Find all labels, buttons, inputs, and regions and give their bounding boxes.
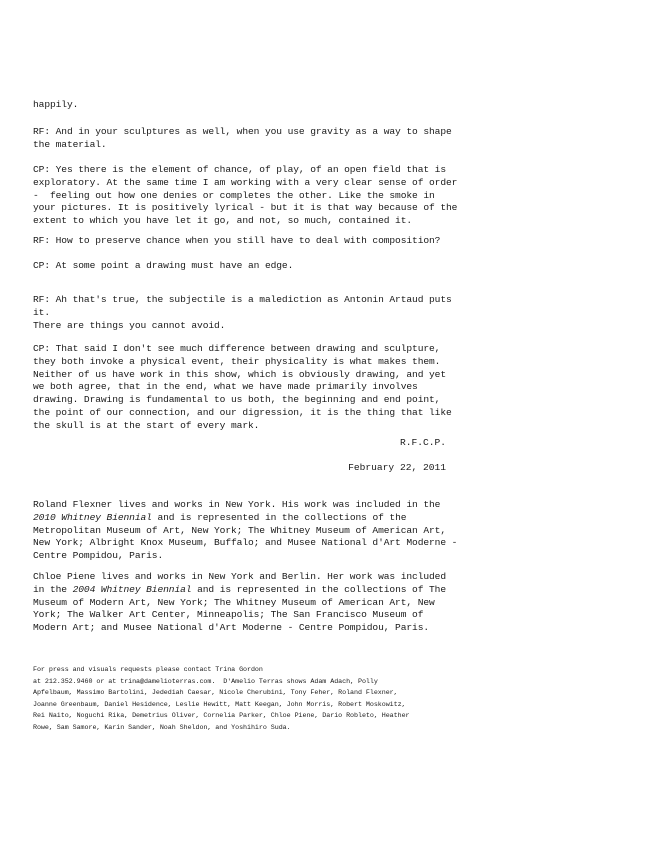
footer-line: For press and visuals requests please contact Trina Gordon xyxy=(33,666,263,674)
text-line: Neither of us have work in this show, which is obviously drawing, and yet xyxy=(33,368,446,380)
press-footer xyxy=(33,665,453,735)
signature-initials: R.F.C.P. xyxy=(399,437,446,448)
text-line: happily. xyxy=(33,99,79,110)
paragraph-cp-drawing xyxy=(33,343,463,433)
text-line: Chloe Piene lives and works in New York and Berlin. Her work was included xyxy=(33,571,446,582)
text-line: in the 2004 Whitney Biennial and is represented in the collections of The xyxy=(33,583,446,595)
text-line: exploratory. At the same time I am working with a very clear sense of order xyxy=(33,176,458,188)
bio-chloe-piene xyxy=(33,571,463,635)
text-line: New York; Albright Knox Museum, Buffalo; and Musee National d'Art Moderne - xyxy=(33,537,458,549)
footer-line: Joanne Greenbaum, Daniel Hesidence, Leslie Hewitt, Matt Keegan, John Morris, Robert Moskowitz, xyxy=(33,700,406,709)
text-line: CP: Yes there is the element of chance, of play, of an open field that is xyxy=(33,164,446,175)
text-line: Centre Pompidou, Paris. xyxy=(33,550,164,562)
paragraph-happily xyxy=(33,99,463,112)
footer-line: Rowe, Sam Samore, Karin Sander, Noah Sheldon, and Yoshihiro Suda. xyxy=(33,723,291,732)
text-line: Museum of Modern Art, New York; The Whitney Museum of American Art, New xyxy=(33,596,435,608)
bio-roland-flexner xyxy=(33,499,463,563)
text-line: - feeling out how one denies or completes the other. Like the smoke in xyxy=(33,189,435,201)
paragraph-rf-subjectile xyxy=(33,294,463,332)
text-line: drawing. Drawing is fundamental to us both, the beginning and end point, xyxy=(33,394,441,406)
footer-line: Apfelbaum, Massimo Bartolini, Jedediah Caesar, Nicole Cherubini, Tony Feher, Roland Flexner, xyxy=(33,689,398,698)
italic-title: 2004 Whitney Biennial xyxy=(72,583,192,595)
text-line: the point of our connection, and our digression, it is the thing that like xyxy=(33,406,452,418)
text-line: CP: At some point a drawing must have an edge. xyxy=(33,260,294,271)
footer-line: at 212.352.9460 or at trina@damelioterras.com. D'Amelio Terras shows Adam Adach, Polly xyxy=(33,677,378,686)
text-line: the material. xyxy=(33,138,107,150)
text-line: your pictures. It is positively lyrical - but it is that way because of the xyxy=(33,202,458,214)
paragraph-rf-composition xyxy=(33,235,463,248)
paragraph-cp-chance xyxy=(33,164,463,228)
text-line: it. xyxy=(33,306,50,318)
text-line: Metropolitan Museum of Art, New York; The Whitney Museum of American Art, xyxy=(33,524,446,536)
text-line: Roland Flexner lives and works in New York. His work was included in the xyxy=(33,499,441,510)
footer-line: Rei Naito, Noguchi Rika, Demetrius Oliver, Cornelia Parker, Chloe Piene, Dario Robleto, Heather xyxy=(33,712,410,721)
paragraph-rf-sculptures xyxy=(33,126,463,152)
date-line: February 22, 2011 xyxy=(348,462,446,473)
paragraph-cp-edge xyxy=(33,260,463,273)
text-line: Modern Art; and Musee National d'Art Moderne - Centre Pompidou, Paris. xyxy=(33,622,430,634)
text-line: CP: That said I don't see much difference between drawing and sculpture, xyxy=(33,343,441,354)
text-line: extent to which you have let it go, and not, so much, contained it. xyxy=(33,215,413,227)
italic-title: 2010 Whitney Biennial xyxy=(33,511,152,523)
text-line: RF: Ah that's true, the subjectile is a malediction as Antonin Artaud puts xyxy=(33,294,452,305)
text-line: they both invoke a physical event, their physicality is what makes them. xyxy=(33,355,441,367)
text-line: There are things you cannot avoid. xyxy=(33,319,226,331)
text-line: we both agree, that in the end, what we have made primarily involves xyxy=(33,381,418,393)
text-line: RF: How to preserve chance when you still have to deal with composition? xyxy=(33,235,441,246)
text-line: the skull is at the start of every mark. xyxy=(33,419,260,431)
text-line: York; The Walker Art Center, Minneapolis; The San Francisco Museum of xyxy=(33,609,424,621)
text-line: RF: And in your sculptures as well, when you use gravity as a way to shape xyxy=(33,126,452,137)
text-line: 2010 Whitney Biennial and is represented in the collections of the xyxy=(33,511,407,523)
